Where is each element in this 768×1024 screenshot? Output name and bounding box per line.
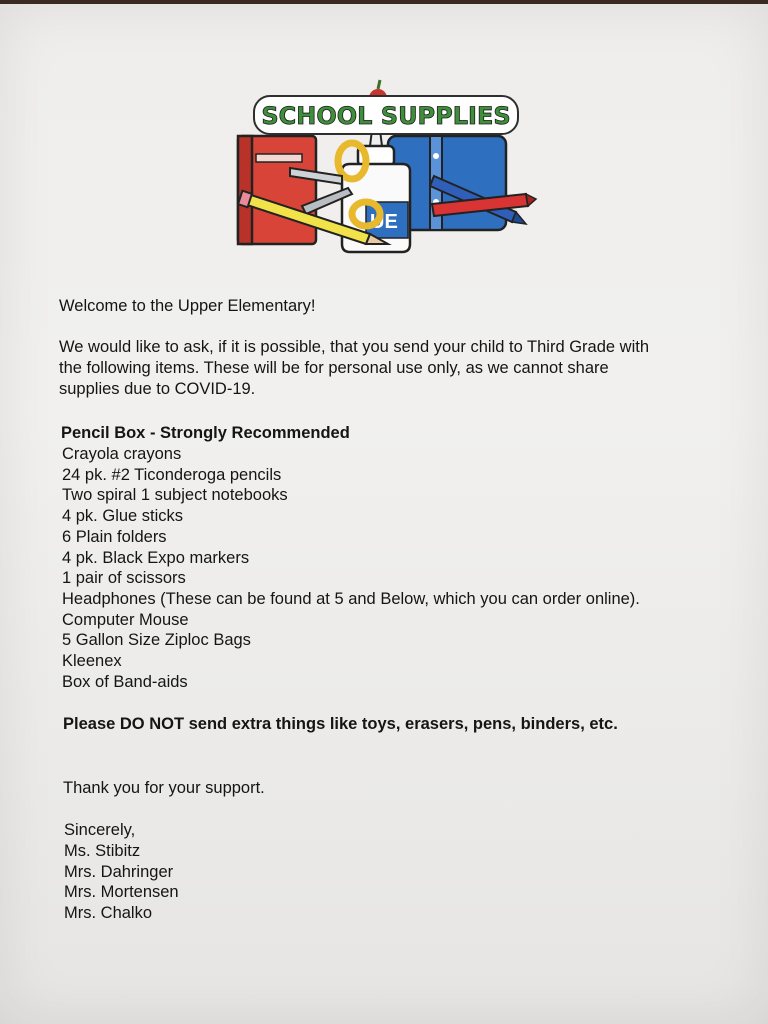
intro-line: supplies due to COVID-19. (59, 380, 256, 398)
school-supplies-clipart (230, 76, 540, 261)
book-icon (238, 136, 316, 244)
intro-line: We would like to ask, if it is possible, that you send your child to Third Grade with (59, 338, 650, 356)
intro-line: the following items. These will be for personal use only, as we cannot share (59, 359, 609, 377)
intro-paragraph (59, 337, 649, 400)
list-item: Kleenex (62, 652, 122, 671)
list-item: Crayola crayons (62, 445, 182, 463)
list-item: Computer Mouse (62, 610, 189, 629)
list-item: 5 Gallon Size Ziploc Bags (62, 631, 251, 650)
svg-text:UE: UE (370, 211, 398, 233)
signoff-line: Sincerely, (64, 821, 136, 839)
list-item: 4 pk. Glue sticks (62, 507, 184, 526)
list-item: Box of Band-aids (62, 672, 188, 691)
list-item: Headphones (These can be found at 5 and Below, which you can order online). (62, 589, 640, 608)
signoff-line: Mrs. Dahringer (64, 862, 174, 881)
svg-text:SCHOOL SUPPLIES: SCHOOL SUPPLIES (261, 102, 511, 130)
signature-block (64, 820, 179, 924)
signoff-line: Mrs. Chalko (64, 904, 153, 923)
warning-note: Please DO NOT send extra things like toys, erasers, pens, binders, etc. (63, 715, 618, 733)
list-item: 4 pk. Black Expo markers (62, 548, 250, 567)
signoff-line: Ms. Stibitz (64, 841, 141, 860)
logo-title (254, 96, 518, 134)
greeting-line: Welcome to the Upper Elementary! (59, 297, 316, 315)
signoff-line: Mrs. Mortensen (64, 883, 179, 902)
letter-page (0, 4, 768, 1024)
supply-list-title: Pencil Box - Strongly Recommended (61, 424, 350, 442)
list-item: 24 pk. #2 Ticonderoga pencils (62, 465, 282, 484)
list-item: 1 pair of scissors (62, 569, 186, 588)
list-item: 6 Plain folders (62, 527, 167, 546)
thanks-line: Thank you for your support. (63, 779, 265, 797)
list-item: Two spiral 1 subject notebooks (62, 486, 288, 505)
supply-list (62, 444, 640, 692)
